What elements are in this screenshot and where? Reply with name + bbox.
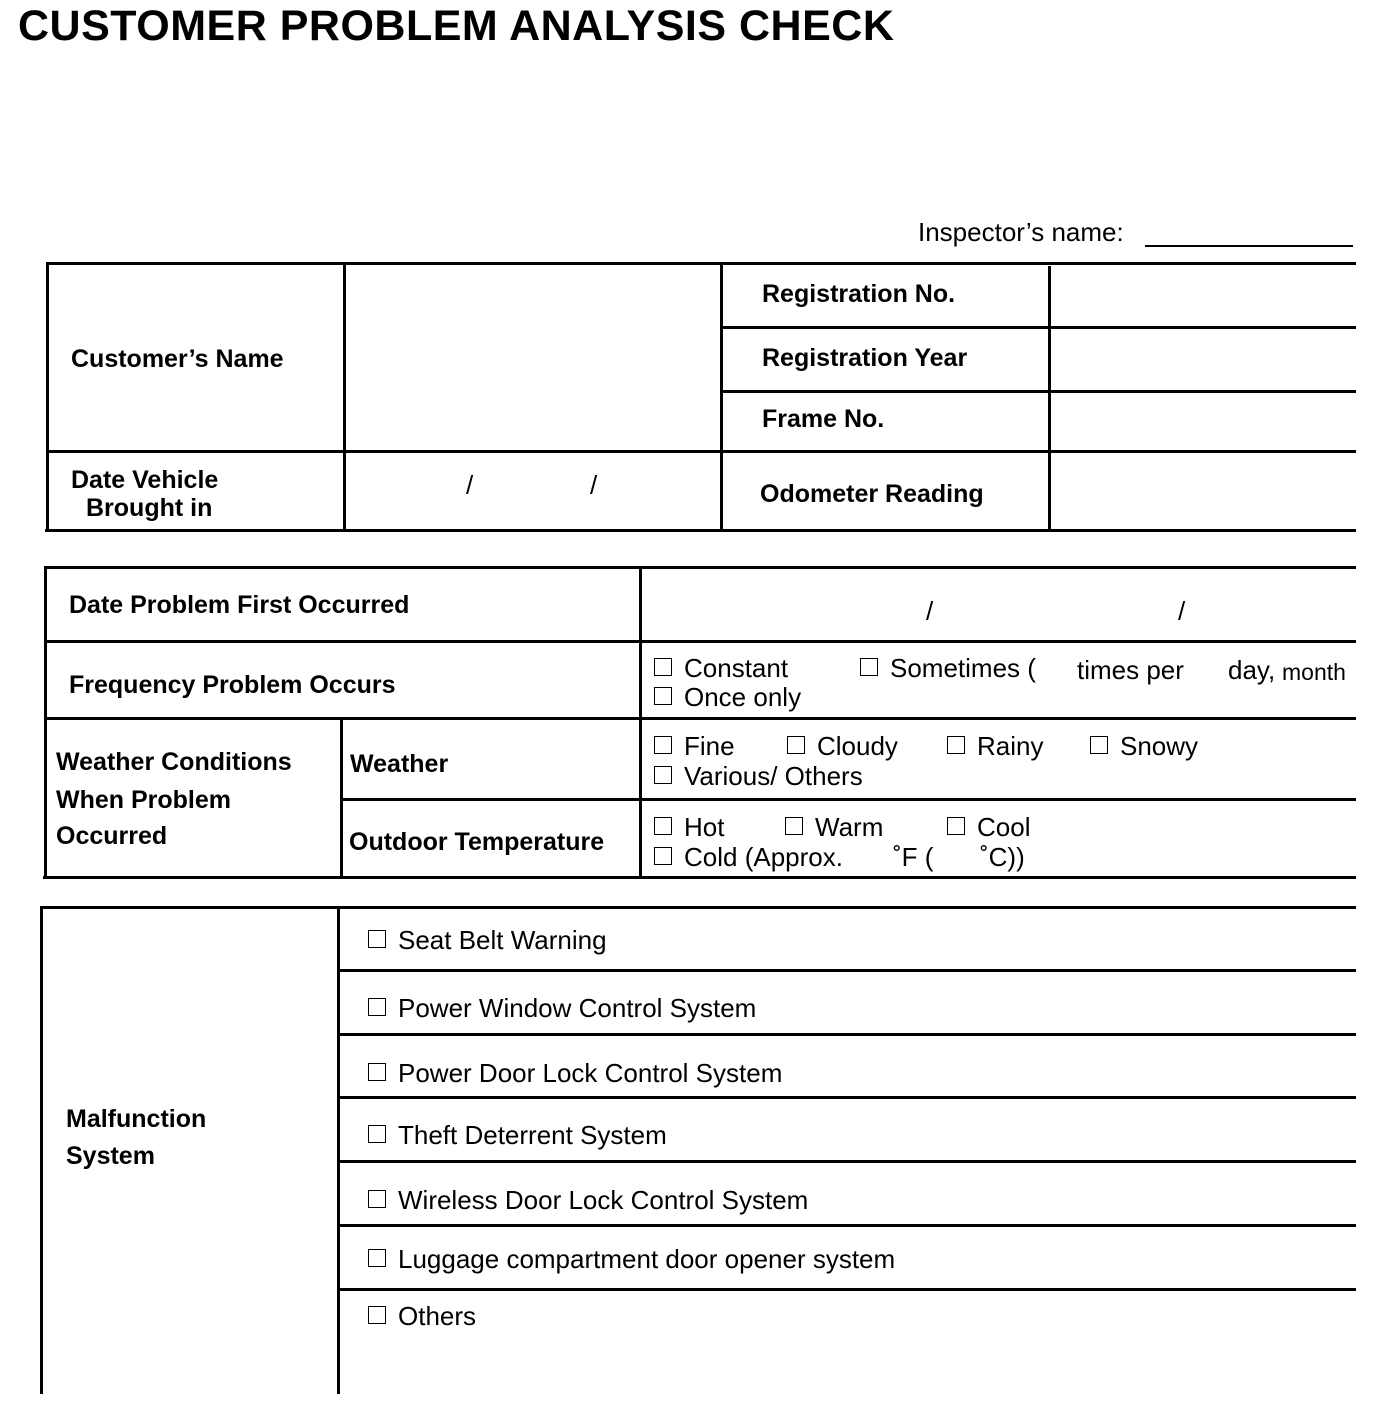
inspector-name-label: Inspector’s name:: [918, 217, 1124, 247]
checkbox[interactable]: [368, 998, 386, 1016]
freq-once-option[interactable]: [654, 682, 801, 712]
option-label: Various/ Others: [684, 761, 863, 791]
system-theft-deterrent-option[interactable]: [368, 1120, 667, 1150]
freq-month-text: month: [1282, 659, 1346, 685]
freq-times-per-text: times per: [1077, 655, 1184, 685]
checkbox[interactable]: [947, 817, 965, 835]
option-label: Cloudy: [817, 731, 898, 761]
option-label: Luggage compartment door opener system: [398, 1244, 896, 1274]
option-label: Sometimes (: [890, 653, 1036, 683]
date-brought-in-label-line1: Date Vehicle: [71, 466, 219, 494]
option-label: Once only: [684, 682, 802, 712]
system-luggage-opener-option[interactable]: [368, 1244, 895, 1274]
option-label: Constant: [684, 653, 789, 683]
date-first-occurred-field[interactable]: [644, 570, 1354, 638]
option-label: Theft Deterrent System: [398, 1120, 667, 1150]
odometer-field[interactable]: [1053, 454, 1353, 527]
customer-name-field[interactable]: [348, 266, 718, 448]
freq-constant-option[interactable]: [654, 653, 788, 683]
option-label: Snowy: [1120, 731, 1199, 761]
temp-cool-option[interactable]: [947, 812, 1030, 842]
checkbox[interactable]: [654, 766, 672, 784]
option-label: Wireless Door Lock Control System: [398, 1185, 809, 1215]
system-seat-belt-option[interactable]: [368, 925, 607, 955]
frequency-label: Frequency Problem Occurs: [69, 671, 396, 699]
weather-label: Weather: [350, 750, 449, 778]
option-label: Warm: [815, 812, 884, 842]
date-separator: /: [466, 470, 474, 500]
option-label: Cold (Approx.: [684, 842, 843, 872]
temp-fahrenheit-text: ˚F (: [893, 842, 934, 872]
date-separator: /: [926, 596, 934, 626]
registration-year-field[interactable]: [1053, 330, 1353, 388]
option-label: Power Door Lock Control System: [398, 1058, 783, 1088]
checkbox[interactable]: [654, 687, 672, 705]
frame-no-label: Frame No.: [762, 405, 885, 433]
weather-various-option[interactable]: [654, 761, 863, 791]
option-label: Fine: [684, 731, 735, 761]
system-power-window-option[interactable]: [368, 993, 756, 1023]
option-label: Hot: [684, 812, 725, 842]
outdoor-temperature-label: Outdoor Temperature: [349, 828, 605, 856]
checkbox[interactable]: [654, 658, 672, 676]
date-separator: /: [590, 470, 598, 500]
checkbox[interactable]: [785, 817, 803, 835]
temp-hot-option[interactable]: [654, 812, 724, 842]
date-separator: /: [1178, 596, 1186, 626]
system-power-door-lock-option[interactable]: [368, 1058, 782, 1088]
checkbox[interactable]: [368, 930, 386, 948]
option-label: Cool: [977, 812, 1031, 842]
freq-day-text: day,: [1228, 655, 1276, 685]
checkbox[interactable]: [368, 1249, 386, 1267]
checkbox[interactable]: [368, 1306, 386, 1324]
date-brought-in-field[interactable]: [348, 454, 718, 527]
malfunction-label-line2: System: [66, 1142, 155, 1170]
weather-conditions-label-line2: When Problem: [56, 786, 232, 814]
temp-warm-option[interactable]: [785, 812, 883, 842]
option-label: Seat Belt Warning: [398, 925, 607, 955]
system-others-option[interactable]: [368, 1301, 476, 1331]
option-label: Others: [398, 1301, 477, 1331]
checkbox[interactable]: [654, 736, 672, 754]
weather-rainy-option[interactable]: [947, 731, 1043, 761]
checkbox[interactable]: [368, 1125, 386, 1143]
registration-no-field[interactable]: [1053, 266, 1353, 324]
customer-name-label: Customer’s Name: [71, 345, 284, 373]
temp-celsius-text: ˚C)): [980, 842, 1025, 872]
checkbox[interactable]: [860, 658, 878, 676]
frame-no-field[interactable]: [1053, 394, 1353, 448]
checkbox[interactable]: [1090, 736, 1108, 754]
checkbox[interactable]: [368, 1063, 386, 1081]
checkbox[interactable]: [654, 817, 672, 835]
inspector-name-field[interactable]: [1145, 245, 1353, 247]
option-label: Rainy: [977, 731, 1044, 761]
weather-conditions-label-line1: Weather Conditions: [56, 748, 292, 776]
date-brought-in-label-line2: Brought in: [86, 494, 213, 522]
checkbox[interactable]: [787, 736, 805, 754]
page-title: CUSTOMER PROBLEM ANALYSIS CHECK: [18, 2, 895, 50]
date-first-occurred-label: Date Problem First Occurred: [69, 591, 410, 619]
odometer-label: Odometer Reading: [760, 480, 984, 508]
registration-no-label: Registration No.: [762, 280, 956, 308]
weather-conditions-label-line3: Occurred: [56, 822, 168, 850]
checkbox[interactable]: [368, 1190, 386, 1208]
registration-year-label: Registration Year: [762, 344, 968, 372]
system-wireless-door-lock-option[interactable]: [368, 1185, 808, 1215]
weather-snowy-option[interactable]: [1090, 731, 1198, 761]
weather-cloudy-option[interactable]: [787, 731, 898, 761]
malfunction-label-line1: Malfunction: [66, 1105, 207, 1133]
weather-fine-option[interactable]: [654, 731, 735, 761]
checkbox[interactable]: [947, 736, 965, 754]
checkbox[interactable]: [654, 847, 672, 865]
option-label: Power Window Control System: [398, 993, 757, 1023]
temp-cold-option[interactable]: [654, 842, 843, 872]
freq-sometimes-option[interactable]: [860, 653, 1036, 683]
